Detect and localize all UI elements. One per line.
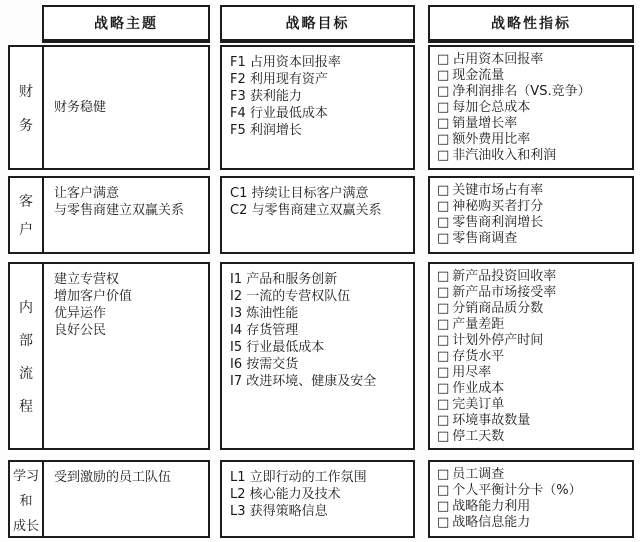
row-finance-theme-group: [8, 45, 210, 170]
checkbox-icon: □: [437, 301, 450, 316]
objectives-cell-customer: [220, 176, 415, 254]
category-label: 内: [19, 299, 33, 316]
indicator-label: 个人平衡计分卡（%）: [452, 483, 582, 498]
objective-item: L3 获得策略信息: [230, 504, 328, 519]
indicator-item: [437, 365, 630, 381]
indicator-item: [437, 397, 630, 413]
checkbox-icon: □: [437, 84, 450, 99]
theme-line: 财务稳健: [54, 100, 107, 115]
objective-item: F3 获利能力: [230, 89, 302, 104]
checkbox-icon: □: [437, 349, 450, 364]
category-cell-finance: [10, 47, 44, 168]
indicator-item: [437, 301, 630, 317]
objective-item: I7 改进环境、健康及安全: [230, 374, 377, 389]
checkbox-icon: □: [437, 231, 450, 246]
indicator-label: 现金流量: [452, 68, 505, 83]
theme-line: 良好公民: [54, 323, 107, 338]
category-cell-internal-process: [10, 264, 44, 448]
checkbox-icon: □: [437, 333, 450, 348]
indicator-label: 作业成本: [452, 381, 505, 396]
checkbox-icon: □: [437, 381, 450, 396]
checkbox-icon: □: [437, 100, 450, 115]
indicator-label: 产量差距: [452, 317, 505, 332]
indicator-label: 非汽油收入和利润: [452, 148, 557, 163]
indicator-label: 分销商品质分数: [452, 301, 544, 316]
checkbox-icon: □: [437, 397, 450, 412]
category-label: 学习: [12, 468, 39, 484]
indicator-item: [437, 483, 630, 499]
indicator-label: 用尽率: [452, 365, 492, 380]
row-internal-process-theme-group: [8, 262, 210, 450]
objective-item: F1 占用资本回报率: [230, 55, 341, 70]
category-cell-learning-growth: [10, 462, 44, 536]
checkbox-icon: □: [437, 467, 450, 482]
objective-item: C1 持续让目标客户满意: [230, 186, 369, 201]
theme-line: 受到激励的员工队伍: [54, 470, 172, 485]
checkbox-icon: □: [437, 269, 450, 284]
indicator-item: [437, 231, 630, 247]
indicator-label: 员工调查: [452, 467, 505, 482]
theme-line: 与零售商建立双赢关系: [54, 203, 185, 218]
checkbox-icon: □: [437, 429, 450, 444]
indicator-item: [437, 68, 630, 84]
indicator-item: [437, 116, 630, 132]
category-label: 流: [19, 365, 33, 382]
checkbox-icon: □: [437, 365, 450, 380]
checkbox-icon: □: [437, 499, 450, 514]
theme-line: 建立专营权: [54, 272, 120, 287]
indicator-label: 环境事故数量: [452, 413, 531, 428]
objectives-cell-finance: [220, 45, 415, 170]
indicator-item: [437, 285, 630, 301]
checkbox-icon: □: [437, 132, 450, 147]
category-label: 程: [19, 398, 33, 415]
indicator-item: [437, 349, 630, 365]
checkbox-icon: □: [437, 515, 450, 530]
indicator-label: 占用资本回报率: [452, 52, 544, 67]
category-label: 成长: [12, 518, 39, 534]
checkbox-icon: □: [437, 148, 450, 163]
objective-item: I5 行业最低成本: [230, 340, 325, 355]
indicator-label: 战略能力利用: [452, 499, 531, 514]
category-label: 户: [19, 222, 33, 238]
objective-item: L2 核心能力及技术: [230, 487, 341, 502]
indicators-cell-learning-growth: [428, 460, 634, 538]
indicator-label: 新产品市场接受率: [452, 285, 557, 300]
column-header-strategic-objectives: 战略目标: [220, 5, 415, 43]
indicators-cell-customer: [428, 176, 634, 254]
indicator-item: [437, 429, 630, 445]
objective-item: L1 立即行动的工作氛围: [230, 470, 367, 485]
objective-item: F5 利润增长: [230, 123, 302, 138]
indicator-item: [437, 100, 630, 116]
indicator-item: [437, 132, 630, 148]
indicator-label: 零售商调查: [452, 231, 518, 246]
objective-item: F4 行业最低成本: [230, 106, 328, 121]
column-header-strategic-indicators: 战略性指标: [428, 5, 634, 43]
row-learning-growth-theme-group: [8, 460, 210, 538]
indicator-item: [437, 413, 630, 429]
theme-line: 优异运作: [54, 306, 107, 321]
theme-cell-customer: [44, 178, 208, 252]
indicator-item: [437, 317, 630, 333]
indicators-cell-finance: [428, 45, 634, 170]
category-label: 部: [19, 332, 33, 349]
indicator-item: [437, 183, 630, 199]
checkbox-icon: □: [437, 183, 450, 198]
objective-item: C2 与零售商建立双赢关系: [230, 203, 382, 218]
objectives-cell-learning-growth: [220, 460, 415, 538]
indicator-label: 停工天数: [452, 429, 505, 444]
indicator-item: [437, 84, 630, 100]
indicator-item: [437, 467, 630, 483]
indicator-label: 战略信息能力: [452, 515, 531, 530]
theme-cell-learning-growth: [44, 462, 208, 536]
indicator-label: 计划外停产时间: [452, 333, 544, 348]
indicator-label: 销量增长率: [452, 116, 518, 131]
checkbox-icon: □: [437, 413, 450, 428]
indicator-item: [437, 381, 630, 397]
checkbox-icon: □: [437, 317, 450, 332]
row-customer-theme-group: [8, 176, 210, 254]
checkbox-icon: □: [437, 215, 450, 230]
indicator-item: [437, 499, 630, 515]
objectives-cell-internal-process: [220, 262, 415, 450]
indicator-item: [437, 52, 630, 68]
theme-cell-finance: [44, 47, 208, 168]
theme-cell-internal-process: [44, 264, 208, 448]
indicator-label: 零售商利润增长: [452, 215, 544, 230]
indicator-label: 神秘购买者打分: [452, 199, 544, 214]
indicator-label: 存货水平: [452, 349, 505, 364]
indicator-label: 每加仑总成本: [452, 100, 531, 115]
checkbox-icon: □: [437, 483, 450, 498]
indicator-item: [437, 515, 630, 531]
indicator-label: 完美订单: [452, 397, 505, 412]
indicator-label: 新产品投资回收率: [452, 269, 557, 284]
objective-item: F2 利用现有资产: [230, 72, 328, 87]
indicator-label: 关键市场占有率: [452, 183, 544, 198]
category-label: 务: [19, 117, 33, 134]
checkbox-icon: □: [437, 68, 450, 83]
column-header-strategic-theme: 战略主题: [42, 5, 210, 43]
category-label: 财: [19, 83, 33, 100]
objective-item: I6 按需交货: [230, 357, 299, 372]
theme-line: 增加客户价值: [54, 289, 133, 304]
indicator-item: [437, 199, 630, 215]
indicator-label: 额外费用比率: [452, 132, 531, 147]
indicators-cell-internal-process: [428, 262, 634, 450]
objective-item: I2 一流的专营权队伍: [230, 289, 351, 304]
checkbox-icon: □: [437, 285, 450, 300]
theme-line: 让客户满意: [54, 186, 120, 201]
category-cell-customer: [10, 178, 44, 252]
indicator-item: [437, 269, 630, 285]
indicator-item: [437, 148, 630, 164]
indicator-label: 净利润排名（VS.竞争）: [452, 84, 591, 99]
indicator-item: [437, 333, 630, 349]
indicator-item: [437, 215, 630, 231]
objective-item: I3 炼油性能: [230, 306, 299, 321]
objective-item: I4 存货管理: [230, 323, 299, 338]
checkbox-icon: □: [437, 52, 450, 67]
category-label: 和: [19, 493, 33, 509]
checkbox-icon: □: [437, 116, 450, 131]
checkbox-icon: □: [437, 199, 450, 214]
category-label: 客: [19, 194, 33, 210]
objective-item: I1 产品和服务创新: [230, 272, 338, 287]
